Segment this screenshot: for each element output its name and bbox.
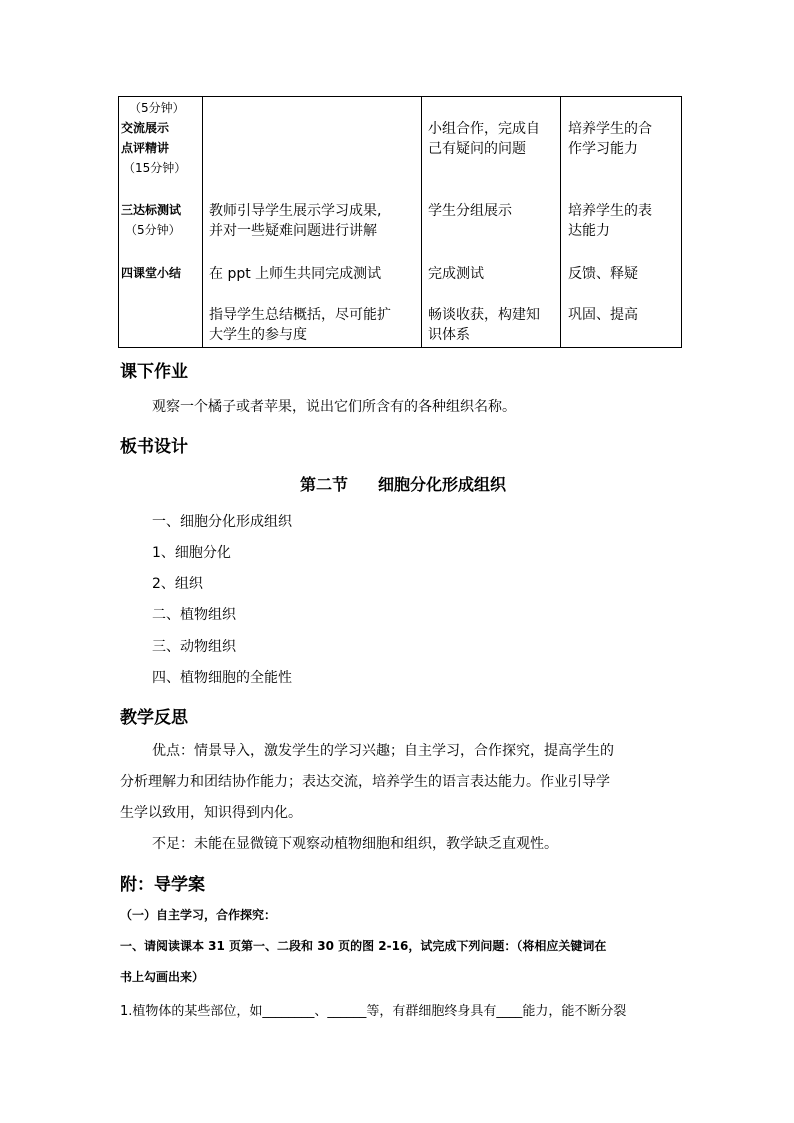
board-title: [300, 472, 506, 495]
appendix-heading: 附：导学案: [120, 875, 205, 895]
stage-name: 交流展示: [121, 121, 170, 135]
board-title-topic: 细胞分化形成组织: [378, 475, 507, 494]
stage-column-cell: [119, 97, 203, 348]
design-intent-text: 巩固、提高: [568, 307, 638, 323]
stage-name: 三达标测试: [121, 203, 182, 217]
lesson-plan-table: [118, 96, 682, 348]
appendix-question: 1.植物体的某些部位，如________、______等，有群细胞终身具有____能力，能不断分裂: [120, 1004, 627, 1019]
board-item: 1、细胞分化: [152, 545, 231, 561]
homework-text: 观察一个橘子或者苹果，说出它们所含有的各种组织名称。: [152, 399, 516, 415]
design-intent-text: 培养学生的合: [568, 121, 652, 137]
board-title-section: 第二节: [300, 475, 349, 494]
appendix-subheading: （一）自主学习，合作探究：: [120, 908, 277, 922]
board-item: 二、植物组织: [152, 607, 236, 623]
teacher-activity-text: 并对一些疑难问题进行讲解: [209, 223, 377, 239]
homework-heading: 课下作业: [120, 362, 188, 382]
design-intent-text: 培养学生的表: [568, 203, 652, 219]
teacher-activity-text: 在 ppt 上师生共同完成测试: [209, 266, 382, 282]
board-item: 一、细胞分化形成组织: [152, 514, 292, 530]
reflection-text: 生学以致用，知识得到内化。: [120, 805, 302, 821]
stage-time: （15分钟）: [123, 161, 187, 175]
design-intent-text: 达能力: [568, 223, 610, 239]
student-activity-text: 完成测试: [428, 266, 484, 282]
reflection-text: 优点：情景导入，激发学生的学习兴趣；自主学习，合作探究，提高学生的: [152, 743, 614, 759]
design-intent-cell: [561, 97, 682, 348]
design-intent-text: 作学习能力: [568, 141, 638, 157]
table-row: [119, 97, 682, 348]
appendix-question: 一、请阅读课本 31 页第一、二段和 30 页的图 2-16，试完成下列问题：（将相应关键词在: [120, 939, 607, 953]
stage-name: 四课堂小结: [121, 266, 182, 280]
student-activity-cell: [422, 97, 561, 348]
teacher-activity-text: 教师引导学生展示学习成果,: [209, 203, 382, 219]
stage-time: （5分钟）: [125, 223, 181, 237]
stage-time: （5分钟）: [129, 101, 185, 115]
design-intent-text: 反馈、释疑: [568, 266, 638, 282]
appendix-question: 书上勾画出来）: [120, 970, 205, 984]
student-activity-text: 识体系: [428, 327, 470, 343]
teacher-activity-text: 大学生的参与度: [209, 327, 307, 343]
board-item: 三、动物组织: [152, 639, 236, 655]
student-activity-text: 学生分组展示: [428, 203, 512, 219]
student-activity-text: 小组合作，完成自: [428, 121, 540, 137]
board-item: 2、组织: [152, 576, 203, 592]
reflection-text: 分析理解力和团结协作能力；表达交流，培养学生的语言表达能力。作业引导学: [120, 774, 610, 790]
reflection-heading: 教学反思: [120, 708, 188, 728]
board-design-heading: 板书设计: [120, 437, 188, 457]
teacher-activity-cell: [203, 97, 422, 348]
stage-name: 点评精讲: [121, 141, 170, 155]
teacher-activity-text: 指导学生总结概括，尽可能扩: [209, 307, 391, 323]
reflection-text: 不足：未能在显微镜下观察动植物细胞和组织，教学缺乏直观性。: [152, 836, 558, 852]
student-activity-text: 己有疑问的问题: [428, 141, 526, 157]
student-activity-text: 畅谈收获，构建知: [428, 307, 540, 323]
board-item: 四、植物细胞的全能性: [152, 670, 292, 686]
